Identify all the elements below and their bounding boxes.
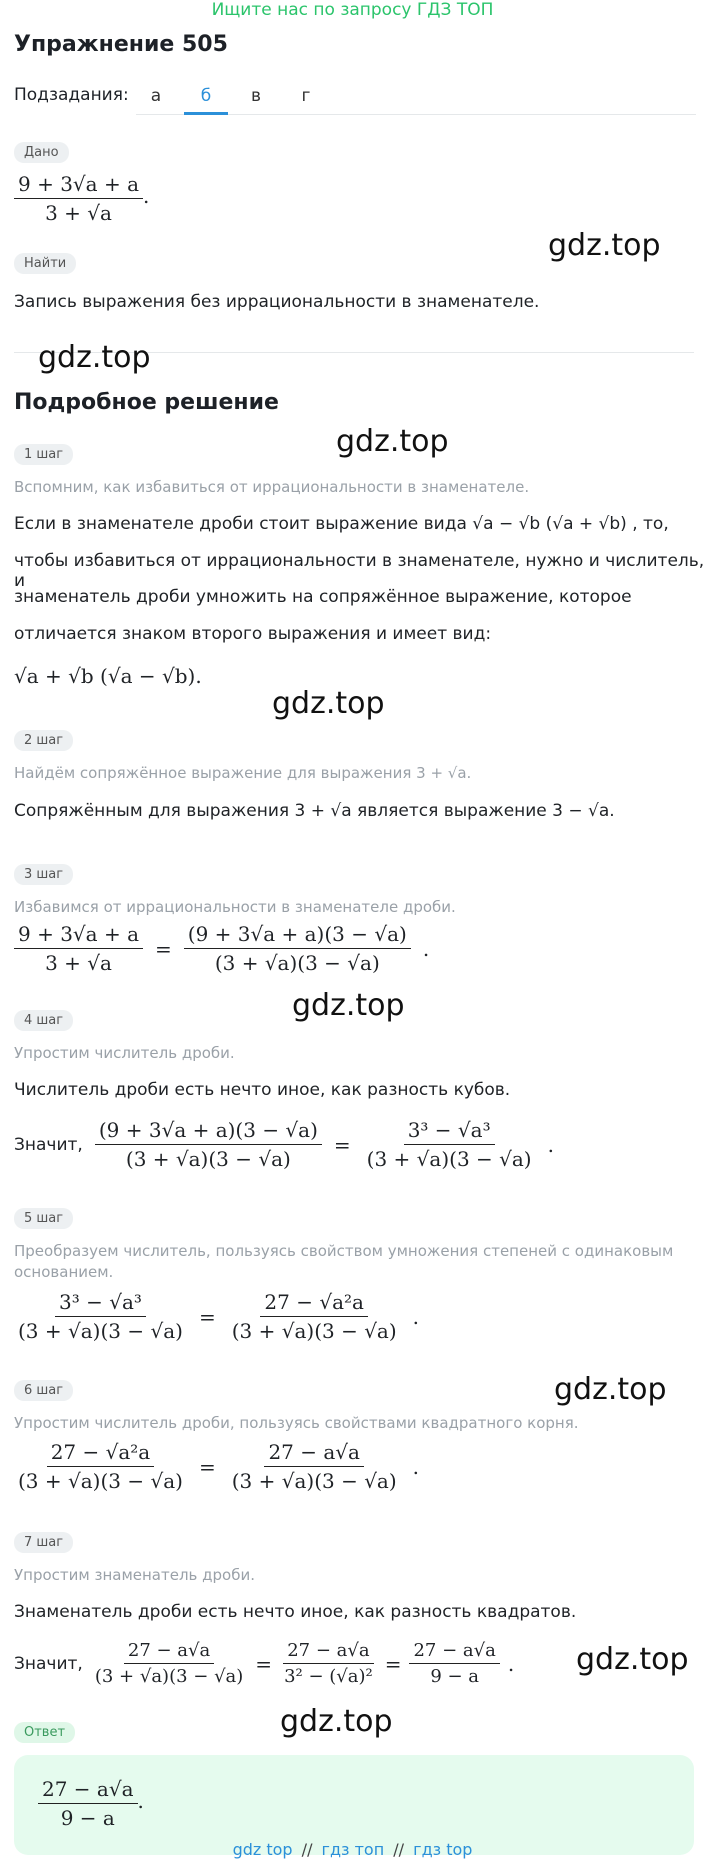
- given-formula: [14, 172, 149, 225]
- step-4-badge: 4 шаг: [14, 1010, 73, 1031]
- watermark: gdz.top: [336, 424, 449, 459]
- fraction-numerator: 3³ − √a³: [404, 1118, 495, 1145]
- find-text: Запись выражения без иррациональности в знаменателе.: [14, 292, 540, 312]
- watermark: gdz.top: [576, 1642, 689, 1677]
- step-4-hint: Упростим числитель дроби.: [14, 1044, 235, 1062]
- fraction-denominator: (3 + √a)(3 − √a): [366, 1147, 532, 1171]
- step-1-badge: 1 шаг: [14, 444, 73, 465]
- fraction-denominator: (3 + √a)(3 − √a): [18, 1319, 183, 1343]
- step-2-text: Сопряжённым для выражения 3 + √a является выражение 3 − √a.: [14, 801, 615, 821]
- equals-sign: =: [384, 1651, 402, 1676]
- fraction-denominator: 3² − (√a)²: [284, 1666, 373, 1687]
- watermark: gdz.top: [272, 686, 385, 721]
- fraction-denominator: (3 + √a)(3 − √a): [231, 1469, 397, 1493]
- fraction-denominator: (3 + √a)(3 − √a): [18, 1469, 183, 1493]
- answer-tail: .: [137, 1789, 144, 1813]
- step-2-hint: Найдём сопряжённое выражение для выражения 3 + √a.: [14, 764, 472, 782]
- step-1-line-4: отличается знаком второго выражения и имеет вид:: [14, 624, 492, 644]
- answer-formula: [38, 1777, 144, 1830]
- tab-v[interactable]: в: [250, 86, 262, 106]
- fraction-denominator: 3 + √a: [45, 951, 112, 975]
- given-numerator: 9 + 3√a + a: [14, 172, 143, 199]
- tab-b[interactable]: б: [200, 86, 212, 106]
- step-1-hint: Вспомним, как избавиться от иррациональности в знаменателе.: [14, 478, 530, 496]
- step-5-badge: 5 шаг: [14, 1208, 73, 1229]
- equals-sign: =: [155, 936, 172, 961]
- formula-tail: .: [422, 936, 430, 961]
- subtask-tabs: [136, 78, 696, 115]
- watermark: gdz.top: [292, 988, 405, 1023]
- step-1-line-1: Если в знаменателе дроби стоит выражение вида √a − √b (√a + √b) , то,: [14, 514, 669, 534]
- step-1-line-3: знаменатель дроби умножить на сопряжённое выражение, которое: [14, 587, 632, 607]
- fraction-numerator: 9 + 3√a + a: [14, 922, 143, 949]
- step-5-formula: [14, 1290, 419, 1343]
- step-6-badge: 6 шаг: [14, 1380, 73, 1401]
- fraction-numerator: 27 − a√a: [283, 1640, 373, 1664]
- find-badge: Найти: [14, 253, 76, 274]
- step-3-badge: 3 шаг: [14, 864, 73, 885]
- answer-numerator: 27 − a√a: [38, 1777, 138, 1804]
- fraction-numerator: 27 − a√a: [124, 1640, 214, 1664]
- formula-tail: .: [547, 1132, 554, 1157]
- step-7-badge: 7 шаг: [14, 1532, 73, 1553]
- fraction-denominator: (3 + √a)(3 − √a): [94, 1666, 244, 1687]
- given-tail: .: [143, 184, 150, 208]
- equals-sign: =: [198, 1454, 216, 1479]
- fraction-numerator: 27 − √a²a: [47, 1440, 155, 1467]
- step-3-formula: [14, 922, 429, 975]
- footer-link[interactable]: гдз top: [413, 1840, 473, 1859]
- equals-sign: =: [333, 1132, 351, 1157]
- equals-sign: =: [198, 1304, 216, 1329]
- formula-tail: .: [412, 1304, 420, 1329]
- formula-tail: .: [507, 1651, 515, 1676]
- fraction-denominator: (3 + √a)(3 − √a): [231, 1319, 397, 1343]
- top-banner: Ищите нас по запросу ГДЗ ТОП: [211, 0, 494, 20]
- subtasks-label: Подзадания:: [14, 85, 129, 105]
- given-badge: Дано: [14, 142, 69, 163]
- active-tab-indicator: [184, 112, 228, 115]
- step-5-hint-1: Преобразуем числитель, пользуясь свойством умножения степеней с одинаковым: [14, 1242, 674, 1260]
- footer-links: [0, 1840, 705, 1859]
- page-title: Упражнение 505: [14, 32, 228, 57]
- answer-badge: Ответ: [14, 1722, 75, 1743]
- footer-separator: //: [301, 1840, 313, 1859]
- footer-separator: //: [393, 1840, 405, 1859]
- formula-tail: .: [412, 1454, 420, 1479]
- step-3-hint: Избавимся от иррациональности в знаменателе дроби.: [14, 898, 456, 916]
- step-6-formula: [14, 1440, 419, 1493]
- tab-g[interactable]: г: [301, 86, 311, 106]
- fraction-numerator: (9 + 3√a + a)(3 − √a): [184, 922, 411, 949]
- equals-sign: =: [255, 1651, 273, 1676]
- footer-link[interactable]: гдз топ: [321, 1840, 385, 1859]
- fraction-denominator: 9 − a: [430, 1666, 480, 1687]
- step-7-text: Знаменатель дроби есть нечто иное, как разность квадратов.: [14, 1602, 577, 1622]
- fraction-numerator: 27 − a√a: [264, 1440, 364, 1467]
- watermark: gdz.top: [548, 228, 661, 263]
- step-4-text: Числитель дроби есть нечто иное, как разность кубов.: [14, 1080, 511, 1100]
- step-4-formula: [14, 1118, 554, 1171]
- formula-lead: Значит,: [14, 1653, 83, 1674]
- fraction-numerator: 3³ − √a³: [55, 1290, 146, 1317]
- watermark: gdz.top: [280, 1704, 393, 1739]
- fraction-denominator: (3 + √a)(3 − √a): [214, 951, 380, 975]
- step-1-formula: √a + √b (√a − √b).: [14, 664, 202, 688]
- step-7-hint: Упростим знаменатель дроби.: [14, 1566, 255, 1584]
- fraction-numerator: 27 − √a²a: [260, 1290, 368, 1317]
- footer-link[interactable]: gdz top: [232, 1840, 293, 1859]
- formula-lead: Значит,: [14, 1134, 83, 1155]
- step-6-hint: Упростим числитель дроби, пользуясь свойствами квадратного корня.: [14, 1414, 579, 1432]
- given-denominator: 3 + √a: [45, 201, 112, 225]
- step-1-line-2: чтобы избавиться от иррациональности в знаменателе, нужно и числитель, и: [14, 551, 705, 591]
- fraction-denominator: (3 + √a)(3 − √a): [125, 1147, 291, 1171]
- tab-a[interactable]: а: [150, 86, 162, 106]
- step-2-badge: 2 шаг: [14, 730, 73, 751]
- solution-title: Подробное решение: [14, 390, 279, 415]
- answer-denominator: 9 − a: [60, 1806, 115, 1830]
- step-7-formula: [14, 1640, 514, 1687]
- step-5-hint-2: основанием.: [14, 1263, 114, 1281]
- watermark: gdz.top: [554, 1372, 667, 1407]
- fraction-numerator: (9 + 3√a + a)(3 − √a): [95, 1118, 322, 1145]
- fraction-numerator: 27 − a√a: [409, 1640, 499, 1664]
- watermark: gdz.top: [38, 340, 151, 375]
